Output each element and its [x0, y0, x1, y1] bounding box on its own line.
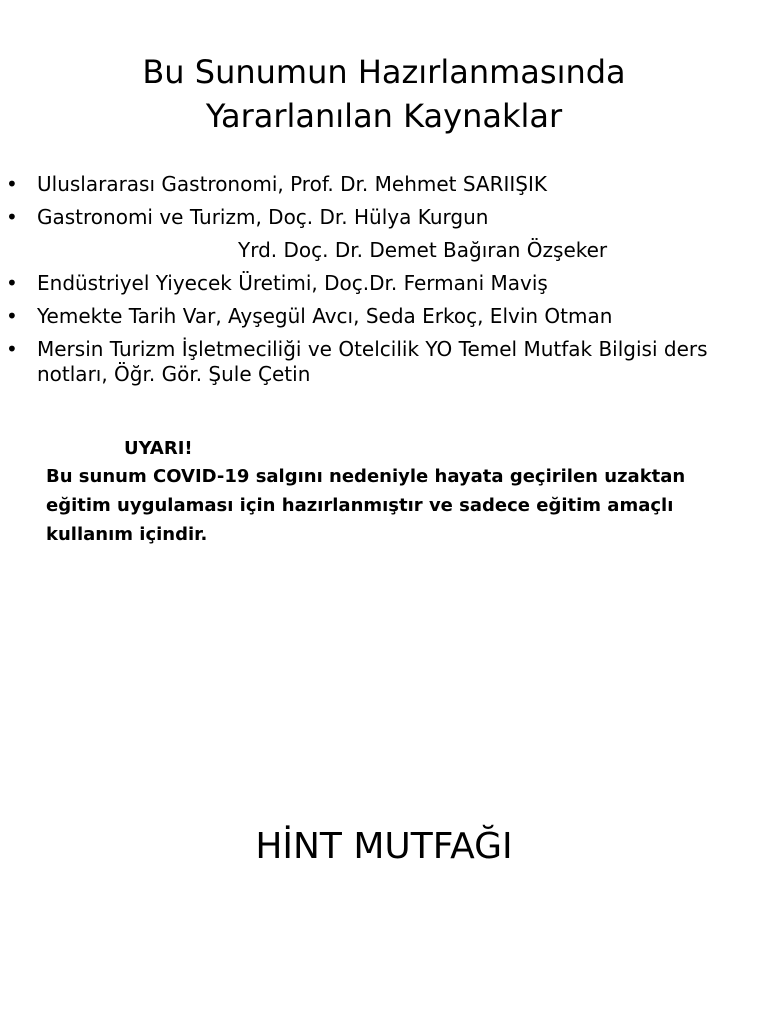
source-item-5: [0, 337, 768, 387]
warning-title: UYARI!: [124, 438, 193, 459]
bullet-icon: •: [6, 337, 18, 361]
source-item-1: [0, 172, 768, 197]
source-text: Uluslararası Gastronomi, Prof. Dr. Mehmet SARIIŞIK: [37, 172, 547, 196]
warning-line-2: eğitim uygulaması için hazırlanmıştır ve sadece eğitim amaçlı: [46, 495, 674, 516]
source-item-4: [0, 304, 768, 329]
warning-block: [46, 436, 746, 549]
source-text: Gastronomi ve Turizm, Doç. Dr. Hülya Kurgun: [37, 205, 489, 229]
source-text: Endüstriyel Yiyecek Üretimi, Doç.Dr. Fermani Maviş: [37, 271, 548, 295]
slide-title-line-1: Bu Sunumun Hazırlanmasında: [142, 53, 626, 91]
bullet-icon: •: [6, 271, 18, 295]
source-item-3: [0, 271, 768, 296]
warning-line-3: kullanım içindir.: [46, 524, 208, 545]
source-text: Yemekte Tarih Var, Ayşegül Avcı, Seda Erkoç, Elvin Otman: [37, 304, 613, 328]
bullet-icon: •: [6, 172, 18, 196]
slide-title: [0, 50, 768, 138]
source-item-2: [0, 205, 768, 263]
warning-line-1: Bu sunum COVID-19 salgını nedeniyle hayata geçirilen uzaktan: [46, 466, 686, 487]
bullet-icon: •: [6, 304, 18, 328]
slide-title-line-2: Yararlanılan Kaynaklar: [205, 97, 563, 135]
source-text: Mersin Turizm İşletmeciliği ve Otelcilik YO Temel Mutfak Bilgisi ders notları, Öğr. Gör. Şule Çetin: [37, 337, 708, 386]
bullet-icon: •: [6, 205, 18, 229]
source-continuation: Yrd. Doç. Dr. Demet Bağıran Özşeker: [238, 238, 608, 262]
section-title: HİNT MUTFAĞI: [255, 826, 513, 867]
sources-list: [0, 172, 768, 395]
